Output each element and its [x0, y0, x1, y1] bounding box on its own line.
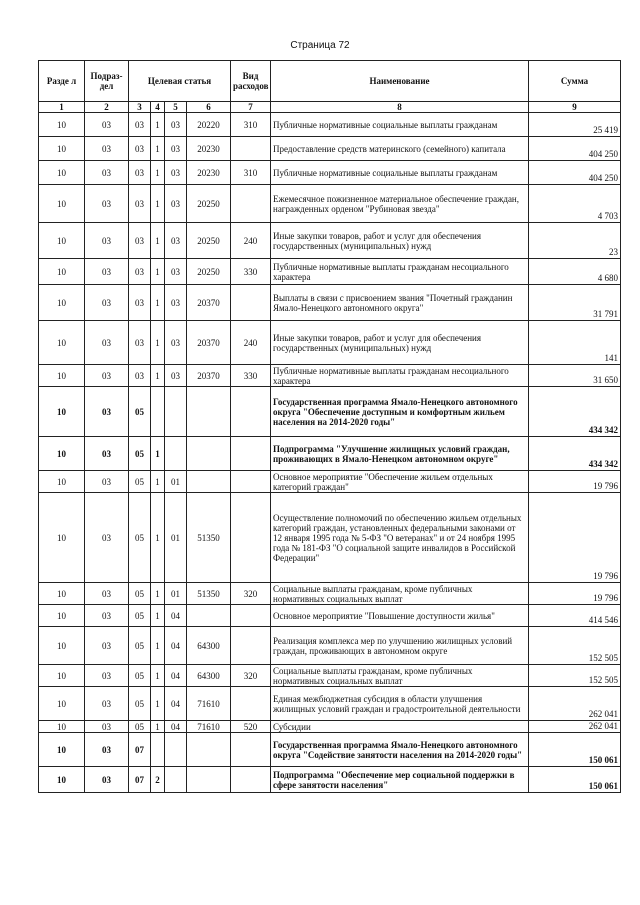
cs-4-cell: 20250	[187, 223, 231, 259]
header-celevaya-statya: Целевая статья	[129, 61, 231, 102]
cs-3-cell: 03	[165, 365, 187, 387]
name-cell: Государственная программа Ямало-Ненецкого автономного округа "Содействие занятости населения на 2014-2020 годы"	[271, 733, 529, 767]
razdel-cell: 10	[39, 223, 85, 259]
vid-cell	[231, 137, 271, 161]
podrazdel-cell: 03	[85, 365, 129, 387]
cs-3-cell: 01	[165, 493, 187, 583]
table-row	[39, 605, 621, 627]
name-cell: Ежемесячное пожизненное материальное обеспечение граждан, награжденных орденом "Рубиновая звезда"	[271, 185, 529, 223]
cs-2-cell: 1	[151, 665, 165, 687]
sum-cell: 31 791	[529, 285, 621, 321]
vid-cell: 520	[231, 721, 271, 733]
cs-4-cell: 71610	[187, 721, 231, 733]
header-row	[39, 61, 621, 102]
cs-3-cell: 03	[165, 137, 187, 161]
podrazdel-cell: 03	[85, 113, 129, 137]
cs-2-cell: 1	[151, 471, 165, 493]
vid-cell: 310	[231, 113, 271, 137]
header-naimenovanie: Наименование	[271, 61, 529, 102]
name-cell: Субсидии	[271, 721, 529, 733]
podrazdel-cell: 03	[85, 223, 129, 259]
column-number-cell: 5	[165, 102, 187, 113]
cs-3-cell: 03	[165, 321, 187, 365]
cs-1-cell: 03	[129, 365, 151, 387]
cs-2-cell: 1	[151, 583, 165, 605]
sum-cell: 152 505	[529, 665, 621, 687]
podrazdel-cell: 03	[85, 721, 129, 733]
sum-cell: 19 796	[529, 471, 621, 493]
podrazdel-cell: 03	[85, 285, 129, 321]
name-cell: Иные закупки товаров, работ и услуг для обеспечения государственных (муниципальных) нужд	[271, 223, 529, 259]
sum-cell: 19 796	[529, 493, 621, 583]
razdel-cell: 10	[39, 113, 85, 137]
cs-2-cell: 1	[151, 721, 165, 733]
sum-cell: 4 703	[529, 185, 621, 223]
cs-2-cell: 1	[151, 365, 165, 387]
sum-cell: 19 796	[529, 583, 621, 605]
sum-cell: 141	[529, 321, 621, 365]
vid-cell	[231, 471, 271, 493]
column-number-cell: 7	[231, 102, 271, 113]
cs-4-cell: 51350	[187, 493, 231, 583]
table-row	[39, 665, 621, 687]
podrazdel-cell: 03	[85, 733, 129, 767]
cs-1-cell: 05	[129, 721, 151, 733]
cs-3-cell: 03	[165, 259, 187, 285]
header-summa: Сумма	[529, 61, 621, 102]
podrazdel-cell: 03	[85, 259, 129, 285]
sum-cell: 150 061	[529, 733, 621, 767]
vid-cell: 320	[231, 665, 271, 687]
cs-2-cell: 1	[151, 259, 165, 285]
cs-4-cell: 20370	[187, 285, 231, 321]
table-row	[39, 365, 621, 387]
sum-cell: 404 250	[529, 161, 621, 185]
cs-2-cell: 1	[151, 321, 165, 365]
podrazdel-cell: 03	[85, 493, 129, 583]
header-podrazdel: Подраз- дел	[85, 61, 129, 102]
cs-3-cell: 03	[165, 185, 187, 223]
cs-4-cell	[187, 605, 231, 627]
cs-3-cell: 01	[165, 583, 187, 605]
table-row	[39, 493, 621, 583]
cs-2-cell: 2	[151, 767, 165, 793]
vid-cell	[231, 605, 271, 627]
cs-2-cell: 1	[151, 437, 165, 471]
cs-3-cell: 04	[165, 605, 187, 627]
cs-2-cell	[151, 387, 165, 437]
name-cell: Подпрограмма "Улучшение жилищных условий граждан, проживающих в Ямало-Ненецком автономном округе"	[271, 437, 529, 471]
razdel-cell: 10	[39, 733, 85, 767]
cs-1-cell: 03	[129, 223, 151, 259]
podrazdel-cell: 03	[85, 185, 129, 223]
cs-3-cell	[165, 387, 187, 437]
cs-2-cell	[151, 733, 165, 767]
name-cell: Социальные выплаты гражданам, кроме публичных нормативных социальных выплат	[271, 583, 529, 605]
podrazdel-cell: 03	[85, 627, 129, 665]
vid-cell: 240	[231, 321, 271, 365]
podrazdel-cell: 03	[85, 137, 129, 161]
table-row	[39, 259, 621, 285]
cs-1-cell: 03	[129, 185, 151, 223]
cs-4-cell: 51350	[187, 583, 231, 605]
podrazdel-cell: 03	[85, 583, 129, 605]
table-row	[39, 767, 621, 793]
cs-4-cell: 64300	[187, 665, 231, 687]
cs-4-cell: 20250	[187, 259, 231, 285]
column-number-cell: 8	[271, 102, 529, 113]
table-row	[39, 627, 621, 665]
name-cell: Реализация комплекса мер по улучшению жилищных условий граждан, проживающих в автономном округе	[271, 627, 529, 665]
cs-4-cell: 20250	[187, 185, 231, 223]
name-cell: Социальные выплаты гражданам, кроме публичных нормативных социальных выплат	[271, 665, 529, 687]
cs-4-cell: 20370	[187, 365, 231, 387]
header-razdel: Разде л	[39, 61, 85, 102]
cs-3-cell	[165, 733, 187, 767]
razdel-cell: 10	[39, 583, 85, 605]
sum-cell: 414 546	[529, 605, 621, 627]
razdel-cell: 10	[39, 665, 85, 687]
table-row	[39, 185, 621, 223]
cs-3-cell: 04	[165, 721, 187, 733]
sum-cell: 150 061	[529, 767, 621, 793]
table-row	[39, 437, 621, 471]
sum-cell: 262 041	[529, 721, 621, 733]
cs-1-cell: 07	[129, 767, 151, 793]
cs-1-cell: 05	[129, 665, 151, 687]
razdel-cell: 10	[39, 321, 85, 365]
cs-1-cell: 03	[129, 137, 151, 161]
razdel-cell: 10	[39, 437, 85, 471]
podrazdel-cell: 03	[85, 387, 129, 437]
cs-3-cell: 03	[165, 113, 187, 137]
column-number-cell: 3	[129, 102, 151, 113]
vid-cell	[231, 627, 271, 665]
cs-4-cell	[187, 387, 231, 437]
table-row	[39, 113, 621, 137]
vid-cell	[231, 387, 271, 437]
vid-cell: 330	[231, 259, 271, 285]
vid-cell	[231, 493, 271, 583]
cs-4-cell	[187, 767, 231, 793]
cs-1-cell: 03	[129, 113, 151, 137]
cs-4-cell	[187, 437, 231, 471]
cs-1-cell: 05	[129, 627, 151, 665]
cs-2-cell: 1	[151, 627, 165, 665]
razdel-cell: 10	[39, 259, 85, 285]
podrazdel-cell: 03	[85, 605, 129, 627]
razdel-cell: 10	[39, 605, 85, 627]
cs-3-cell: 03	[165, 161, 187, 185]
cs-1-cell: 05	[129, 437, 151, 471]
table-row	[39, 721, 621, 733]
cs-4-cell	[187, 471, 231, 493]
column-number-cell: 9	[529, 102, 621, 113]
cs-1-cell: 05	[129, 471, 151, 493]
cs-2-cell: 1	[151, 493, 165, 583]
name-cell: Иные закупки товаров, работ и услуг для обеспечения государственных (муниципальных) нужд	[271, 321, 529, 365]
cs-4-cell: 64300	[187, 627, 231, 665]
cs-3-cell: 01	[165, 471, 187, 493]
cs-1-cell: 03	[129, 321, 151, 365]
cs-2-cell: 1	[151, 605, 165, 627]
cs-3-cell: 04	[165, 665, 187, 687]
cs-3-cell: 04	[165, 627, 187, 665]
name-cell: Осуществление полномочий по обеспечению жильем отдельных категорий граждан, установленных федеральными законами от 12 января 1995 года № 5-ФЗ "О ветеранах" и от 24 ноября 1995 года № 181-ФЗ "О социальной защите инвалидов в Российской Федерации"	[271, 493, 529, 583]
razdel-cell: 10	[39, 365, 85, 387]
cs-3-cell: 04	[165, 687, 187, 721]
cs-2-cell: 1	[151, 285, 165, 321]
vid-cell	[231, 185, 271, 223]
name-cell: Подпрограмма "Обеспечение мер социальной поддержки в сфере занятости населения"	[271, 767, 529, 793]
cs-3-cell: 03	[165, 223, 187, 259]
cs-1-cell: 05	[129, 605, 151, 627]
table-row	[39, 471, 621, 493]
cs-2-cell: 1	[151, 161, 165, 185]
vid-cell	[231, 687, 271, 721]
name-cell: Государственная программа Ямало-Ненецкого автономного округа "Обеспечение доступным и комфортным жильем населения на 2014-2020 годы"	[271, 387, 529, 437]
razdel-cell: 10	[39, 687, 85, 721]
name-cell: Предоставление средств материнского (семейного) капитала	[271, 137, 529, 161]
sum-cell: 4 680	[529, 259, 621, 285]
podrazdel-cell: 03	[85, 437, 129, 471]
name-cell: Публичные нормативные социальные выплаты гражданам	[271, 161, 529, 185]
column-number-cell: 6	[187, 102, 231, 113]
name-cell: Публичные нормативные социальные выплаты гражданам	[271, 113, 529, 137]
sum-cell: 152 505	[529, 627, 621, 665]
column-number-cell: 1	[39, 102, 85, 113]
cs-2-cell: 1	[151, 137, 165, 161]
cs-1-cell: 03	[129, 259, 151, 285]
vid-cell	[231, 437, 271, 471]
budget-table	[38, 60, 621, 793]
sum-cell: 404 250	[529, 137, 621, 161]
vid-cell: 310	[231, 161, 271, 185]
header-vid-rashodov: Вид расходов	[231, 61, 271, 102]
podrazdel-cell: 03	[85, 767, 129, 793]
cs-1-cell: 07	[129, 733, 151, 767]
cs-4-cell: 20230	[187, 137, 231, 161]
table-row	[39, 285, 621, 321]
podrazdel-cell: 03	[85, 665, 129, 687]
table-row	[39, 583, 621, 605]
cs-4-cell: 20220	[187, 113, 231, 137]
cs-1-cell: 05	[129, 583, 151, 605]
razdel-cell: 10	[39, 137, 85, 161]
razdel-cell: 10	[39, 721, 85, 733]
sum-cell: 31 650	[529, 365, 621, 387]
cs-4-cell	[187, 733, 231, 767]
razdel-cell: 10	[39, 185, 85, 223]
razdel-cell: 10	[39, 767, 85, 793]
table-row	[39, 687, 621, 721]
cs-2-cell: 1	[151, 185, 165, 223]
name-cell: Публичные нормативные выплаты гражданам несоциального характера	[271, 365, 529, 387]
cs-1-cell: 03	[129, 285, 151, 321]
name-cell: Основное мероприятие "Повышение доступности жилья"	[271, 605, 529, 627]
cs-2-cell: 1	[151, 687, 165, 721]
cs-1-cell: 05	[129, 387, 151, 437]
cs-2-cell: 1	[151, 113, 165, 137]
sum-cell: 23	[529, 223, 621, 259]
page-title: Страница 72	[290, 40, 350, 51]
vid-cell	[231, 767, 271, 793]
cs-4-cell: 20370	[187, 321, 231, 365]
sum-cell: 25 419	[529, 113, 621, 137]
sum-cell: 262 041	[529, 687, 621, 721]
name-cell: Основное мероприятие "Обеспечение жильем отдельных категорий граждан"	[271, 471, 529, 493]
name-cell: Выплаты в связи с присвоением звания "Почетный гражданин Ямало-Ненецкого автономного округа"	[271, 285, 529, 321]
table-row	[39, 137, 621, 161]
cs-1-cell: 03	[129, 161, 151, 185]
razdel-cell: 10	[39, 161, 85, 185]
column-number-cell: 2	[85, 102, 129, 113]
podrazdel-cell: 03	[85, 161, 129, 185]
table-row	[39, 733, 621, 767]
name-cell: Единая межбюджетная субсидия в области улучшения жилищных условий граждан и градостроительной деятельности	[271, 687, 529, 721]
cs-3-cell	[165, 437, 187, 471]
sum-cell: 434 342	[529, 387, 621, 437]
cs-1-cell: 05	[129, 493, 151, 583]
podrazdel-cell: 03	[85, 321, 129, 365]
cs-3-cell	[165, 767, 187, 793]
vid-cell: 330	[231, 365, 271, 387]
name-cell: Публичные нормативные выплаты гражданам несоциального характера	[271, 259, 529, 285]
vid-cell	[231, 285, 271, 321]
podrazdel-cell: 03	[85, 471, 129, 493]
column-number-cell: 4	[151, 102, 165, 113]
column-number-row	[39, 102, 621, 113]
podrazdel-cell: 03	[85, 687, 129, 721]
vid-cell: 320	[231, 583, 271, 605]
cs-4-cell: 20230	[187, 161, 231, 185]
vid-cell: 240	[231, 223, 271, 259]
cs-2-cell: 1	[151, 223, 165, 259]
table-row	[39, 321, 621, 365]
cs-1-cell: 05	[129, 687, 151, 721]
razdel-cell: 10	[39, 387, 85, 437]
table-row	[39, 161, 621, 185]
vid-cell	[231, 733, 271, 767]
cs-4-cell: 71610	[187, 687, 231, 721]
razdel-cell: 10	[39, 627, 85, 665]
table-row	[39, 387, 621, 437]
razdel-cell: 10	[39, 285, 85, 321]
razdel-cell: 10	[39, 471, 85, 493]
cs-3-cell: 03	[165, 285, 187, 321]
table-row	[39, 223, 621, 259]
razdel-cell: 10	[39, 493, 85, 583]
sum-cell: 434 342	[529, 437, 621, 471]
